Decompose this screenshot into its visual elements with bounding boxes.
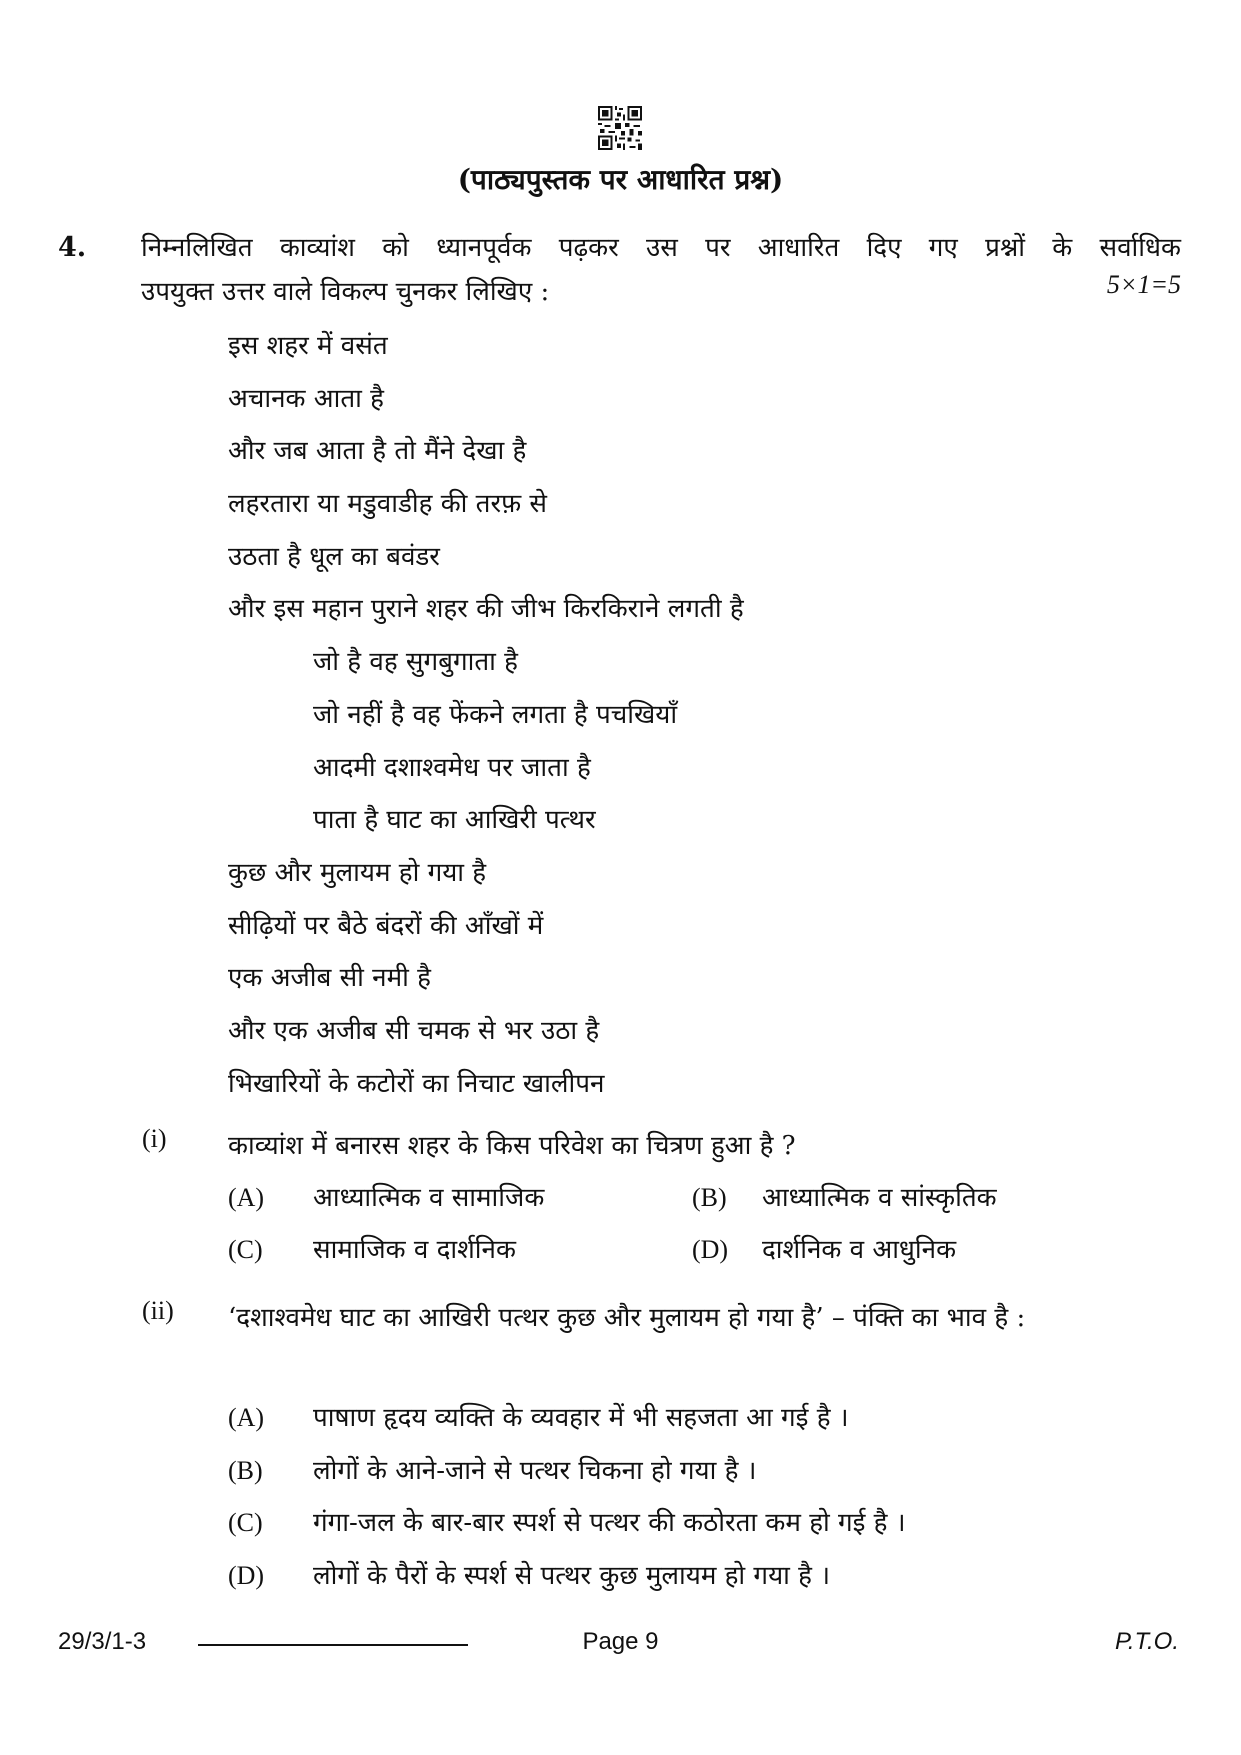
poem-stanza: [228, 320, 744, 1110]
question-instruction: [141, 226, 1181, 314]
poem-line: सीढ़ियों पर बैठे बंदरों की आँखों में: [228, 910, 544, 941]
option-text: सामाजिक व दार्शनिक: [313, 1235, 516, 1265]
option-a: [228, 1398, 849, 1434]
option-letter: (A): [228, 1403, 265, 1432]
qr-code-icon: [598, 106, 642, 150]
option-b: [228, 1451, 757, 1487]
section-title: (पाठ्यपुस्तक पर आधारित प्रश्न): [457, 163, 784, 196]
option-letter: (A): [228, 1183, 265, 1212]
option-text: आध्यात्मिक व सांस्कृतिक: [762, 1183, 997, 1213]
poem-line: उठता है धूल का बवंडर: [228, 541, 440, 572]
instruction-line-1: निम्नलिखित काव्यांश को ध्यानपूर्वक पढ़कर उस पर आधारित दिए गए प्रश्नों के सर्वाधिक: [141, 233, 1181, 263]
option-text: दार्शनिक व आधुनिक: [762, 1235, 957, 1265]
option-text: लोगों के आने-जाने से पत्थर चिकना हो गया है ।: [313, 1456, 757, 1486]
option-d: [228, 1556, 830, 1592]
poem-line: और जब आता है तो मैंने देखा है: [228, 436, 527, 467]
option-letter: (D): [228, 1561, 265, 1590]
subquestion-number: (i): [142, 1124, 167, 1153]
question-number: 4.: [58, 232, 87, 263]
page-footer: [0, 1628, 1241, 1668]
poem-line: और एक अजीब सी चमक से भर उठा है: [228, 1015, 600, 1046]
poem-line: भिखारियों के कटोरों का निचाट खालीपन: [228, 1068, 605, 1099]
subquestion-text: काव्यांश में बनारस शहर के किस परिवेश का चित्रण हुआ है ?: [228, 1131, 796, 1161]
poem-line: कुछ और मुलायम हो गया है: [228, 857, 487, 888]
option-letter: (B): [692, 1183, 727, 1212]
poem-line: एक अजीब सी नमी है: [228, 963, 431, 994]
poem-line: जो नहीं है वह फेंकने लगता है पचखियाँ: [313, 699, 678, 730]
page-number: Page 9: [582, 1628, 659, 1655]
option-letter: (B): [228, 1456, 263, 1485]
option-letter: (C): [228, 1508, 263, 1537]
poem-line: आदमी दशाश्वमेध पर जाता है: [313, 752, 591, 783]
option-d: [692, 1230, 956, 1266]
option-text: आध्यात्मिक व सामाजिक: [313, 1183, 545, 1213]
option-text: पाषाण हृदय व्यक्ति के व्यवहार में भी सहजता आ गई है ।: [313, 1403, 849, 1433]
poem-line: और इस महान पुराने शहर की जीभ किरकिराने लगती है: [228, 594, 744, 625]
poem-line: इस शहर में वसंत: [228, 331, 388, 361]
option-c: [228, 1230, 516, 1266]
please-turn-over: P.T.O.: [1114, 1628, 1179, 1655]
instruction-line-2: उपयुक्त उत्तर वाले विकल्प चुनकर लिखिए :: [141, 277, 550, 307]
poem-line: लहरतारा या मडुवाडीह की तरफ़ से: [228, 489, 548, 520]
option-letter: (C): [228, 1235, 263, 1264]
poem-line: जो है वह सुगबुगाता है: [313, 647, 518, 678]
option-a: [228, 1178, 544, 1214]
option-text: गंगा-जल के बार-बार स्पर्श से पत्थर की कठोरता कम हो गई है ।: [313, 1508, 906, 1538]
marks-allocation: 5×1=5: [1106, 270, 1181, 299]
subquestion-text: ‘दशाश्वमेध घाट का आखिरी पत्थर कुछ और मुलायम हो गया है’ – पंक्ति का भाव है :: [228, 1303, 1026, 1333]
subquestion-number: (ii): [142, 1296, 174, 1325]
poem-line: पाता है घाट का आखिरी पत्थर: [313, 805, 596, 836]
option-text: लोगों के पैरों के स्पर्श से पत्थर कुछ मुलायम हो गया है ।: [313, 1561, 831, 1591]
paper-code: 29/3/1-3: [58, 1628, 147, 1655]
poem-line: अचानक आता है: [228, 383, 384, 414]
option-b: [692, 1178, 997, 1214]
option-c: [228, 1503, 906, 1539]
option-letter: (D): [692, 1235, 729, 1264]
